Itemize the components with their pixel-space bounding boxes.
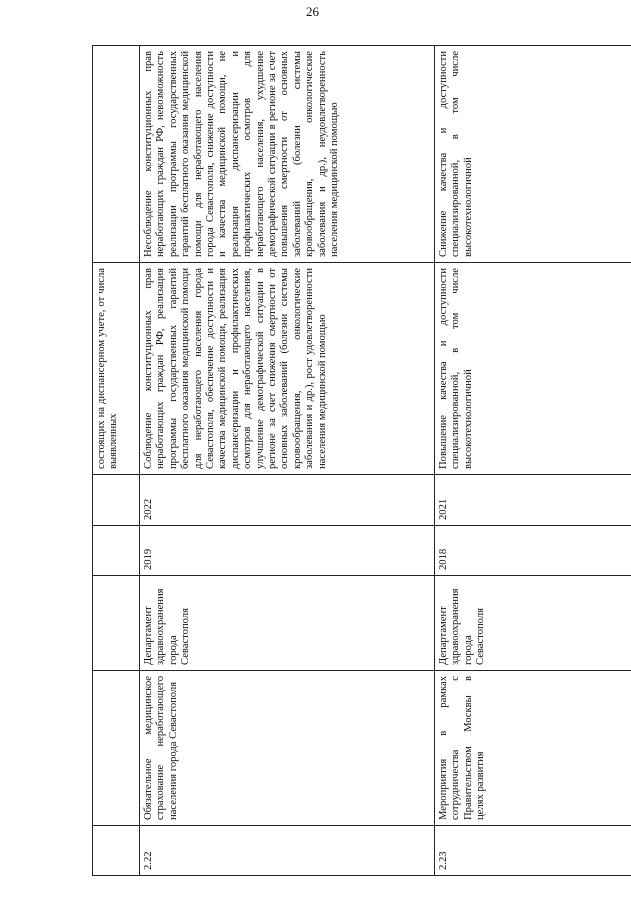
page-number: 26 [306, 4, 319, 19]
cell-measure: Мероприятия в рамках сотрудничества с Правительством Москвы в целях развития [435, 671, 631, 826]
cell-end-year [93, 475, 140, 526]
cell-measure: Обязательное медицинское страхование неработающего населения города Севастополя [140, 671, 435, 826]
cell-measure [93, 671, 140, 826]
cell-consequences: Снижение качества и доступности специализированной, в том числе высокотехнологичной [435, 46, 631, 263]
cell-executor: Департамент здравоохранения города Севастополя [435, 576, 631, 671]
cell-expected-result: Соблюдение конституционных прав неработающих граждан РФ, реализация программы государственных гарантий бесплатного оказания медицинской помощи для неработающего населения города Севастополя, обеспечение доступности и качества медицинской помощи, реализация диспансеризации и профилактических осмотров для неработающего населения, улучшение демографической ситуации в регионе за счет снижения смертности от основных заболеваний (болезни системы кровообращения, онкологические заболевания и др.), рост удовлетворенности населения медицинской помощью [140, 263, 435, 475]
table-row [93, 46, 140, 876]
cell-consequences: Несоблюдение конституционных прав неработающих граждан РФ, невозможность реализации программы государственных гарантий бесплатного оказания медицинской помощи для неработающего населения города Севастополя, снижение доступности и качества медицинской помощи, не реализация диспансеризации и профилактических осмотров для неработающего населения, ухудшение демографической ситуации в регионе за счет повышения смертности от основных заболеваний (болезни системы кровообращения, онкологические заболевания и др.), неудовлетворенность населения медицинской помощью [140, 46, 435, 263]
table-row [435, 46, 631, 876]
cell-executor [93, 576, 140, 671]
cell-consequences [93, 46, 140, 263]
cell-expected-result: состоящих на диспансерном учете, от числа выявленных [93, 263, 140, 475]
rotated-table-container [92, 46, 616, 876]
cell-start-year: 2018 [435, 526, 631, 576]
cell-id: 2.22 [140, 826, 435, 876]
cell-start-year: 2019 [140, 526, 435, 576]
cell-end-year: 2022 [140, 475, 435, 526]
cell-id [93, 826, 140, 876]
cell-start-year [93, 526, 140, 576]
cell-end-year: 2021 [435, 475, 631, 526]
cell-expected-result: Повышение качества и доступности специализированной, в том числе высокотехнологичной [435, 263, 631, 475]
program-measures-table [92, 45, 631, 876]
cell-executor: Департамент здравоохранения города Севастополя [140, 576, 435, 671]
cell-id: 2.23 [435, 826, 631, 876]
table-row [140, 46, 435, 876]
